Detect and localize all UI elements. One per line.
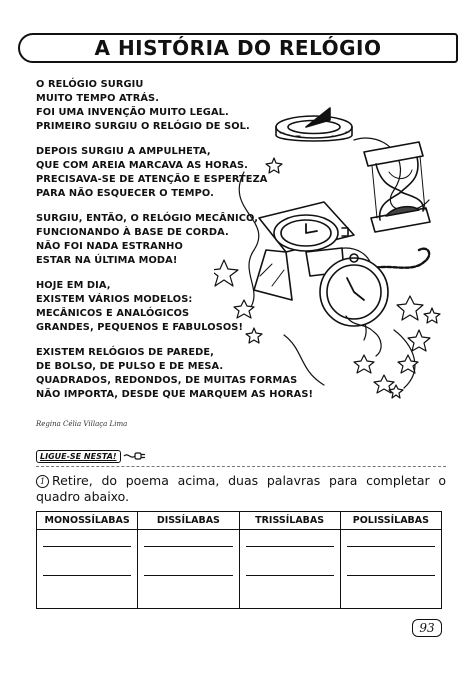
column-dissilabas	[138, 512, 239, 608]
poem-line: MECÂNICOS E ANALÓGICOS	[36, 308, 190, 319]
poem-line: FOI UMA INVENÇÃO MUITO LEGAL.	[36, 107, 229, 118]
page-title: A HISTÓRIA DO RELÓGIO	[94, 36, 382, 60]
sundial-icon	[276, 108, 352, 141]
column-header: MONOSSÍLABAS	[37, 512, 137, 530]
question-text: Retire, do poema acima, duas palavras para completar o quadro abaixo.	[36, 473, 446, 504]
question-1	[36, 473, 446, 505]
question-text-block	[36, 473, 446, 505]
poem-line: GRANDES, PEQUENOS E FABULOSOS!	[36, 322, 244, 333]
title-banner	[18, 33, 458, 63]
poem-line: O RELÓGIO SURGIU	[36, 79, 144, 90]
column-monossilabas	[37, 512, 138, 608]
poem-line: HOJE EM DIA,	[36, 280, 111, 291]
poem-line: EXISTEM VÁRIOS MODELOS:	[36, 294, 193, 305]
ligue-se-nesta-tag	[36, 449, 147, 463]
answer-line[interactable]	[246, 575, 334, 576]
answer-line[interactable]	[144, 546, 232, 547]
column-header: TRISSÍLABAS	[240, 512, 340, 530]
poem-line: PRECISAVA-SE DE ATENÇÃO E ESPERTEZA	[36, 174, 268, 185]
answer-line[interactable]	[347, 546, 435, 547]
answer-line[interactable]	[43, 546, 131, 547]
poem-line: NÃO IMPORTA, DESDE QUE MARQUEM AS HORAS!	[36, 389, 314, 400]
answer-line[interactable]	[347, 575, 435, 576]
poem-line: EXISTEM RELÓGIOS DE PAREDE,	[36, 347, 215, 358]
poem-line: MUITO TEMPO ATRÁS.	[36, 93, 160, 104]
syllable-table	[36, 511, 442, 609]
divider	[36, 466, 446, 467]
poem-line: QUE COM AREIA MARCAVA AS HORAS.	[36, 160, 248, 171]
poem-line: ESTAR NA ÚLTIMA MODA!	[36, 255, 178, 266]
clocks-illustration	[214, 100, 446, 400]
column-trissilabas	[240, 512, 341, 608]
poem-line: FUNCIONANDO À BASE DE CORDA.	[36, 227, 229, 238]
poem-line: PARA NÃO ESQUECER O TEMPO.	[36, 188, 214, 199]
page-number: 93	[412, 619, 442, 637]
plug-icon	[123, 450, 147, 462]
answer-line[interactable]	[43, 575, 131, 576]
question-number: 1	[36, 475, 49, 488]
poem-author: Regina Célia Villaça Lima	[36, 420, 128, 428]
poem-line: DEPOIS SURGIU A AMPULHETA,	[36, 146, 211, 157]
hourglass-icon	[364, 142, 430, 232]
poem-line: SURGIU, ENTÃO, O RELÓGIO MECÂNICO,	[36, 213, 259, 224]
answer-line[interactable]	[246, 546, 334, 547]
poem-line: PRIMEIRO SURGIU O RELÓGIO DE SOL.	[36, 121, 250, 132]
poem-line: DE BOLSO, DE PULSO E DE MESA.	[36, 361, 224, 372]
column-polissilabas	[341, 512, 441, 608]
answer-line[interactable]	[144, 575, 232, 576]
poem-line: NÃO FOI NADA ESTRANHO	[36, 241, 183, 252]
column-header: DISSÍLABAS	[138, 512, 238, 530]
poem-line: QUADRADOS, REDONDOS, DE MUITAS FORMAS	[36, 375, 298, 386]
column-header: POLISSÍLABAS	[341, 512, 441, 530]
ligue-label: LIGUE-SE NESTA!	[36, 450, 121, 463]
